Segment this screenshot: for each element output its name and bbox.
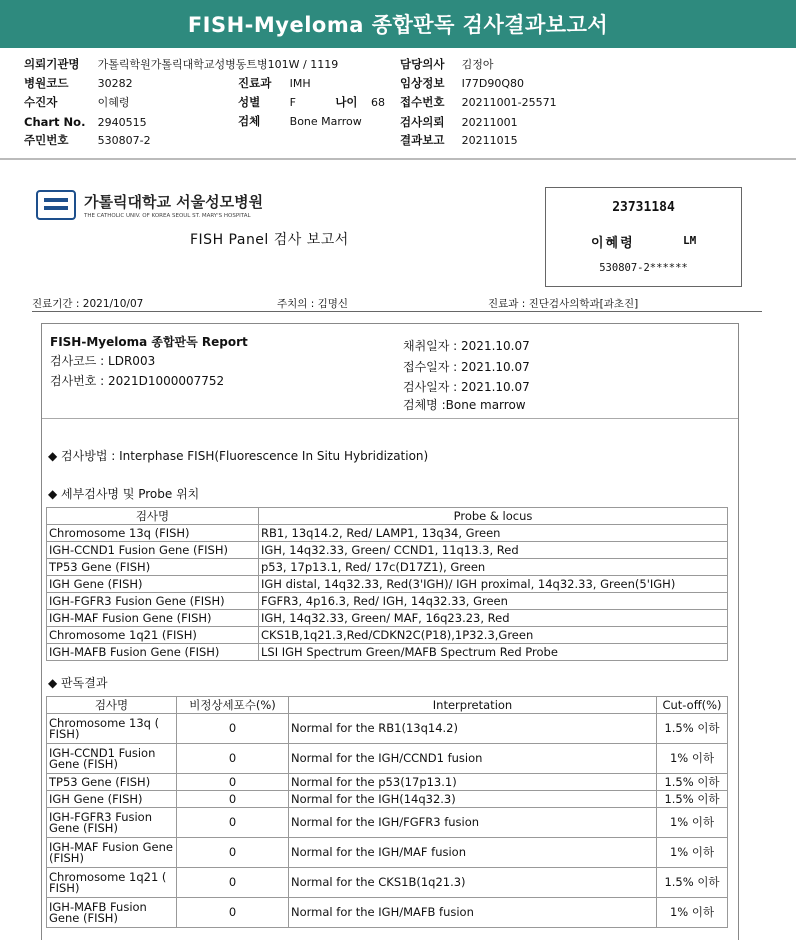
test-name-cell: IGH-MAF Fusion Gene (FISH): [47, 838, 177, 868]
test-name-cell: Chromosome 13q (FISH): [47, 525, 259, 542]
chart-value: 2940515: [97, 116, 147, 129]
probe-cell: CKS1B,1q21.3,Red/CDKN2C(P18),1P32.3,Green: [259, 627, 728, 644]
interpretation-cell: Normal for the CKS1B(1q21.3): [289, 868, 657, 898]
result-section-title: ◆ 판독결과: [48, 676, 108, 690]
column-header: 검사명: [47, 697, 177, 714]
test-name-cell: IGH-CCND1 Fusion Gene (FISH): [47, 744, 177, 774]
specimen-value: Bone Marrow: [289, 115, 362, 128]
exam-date: 검사일자 : 2021.10.07: [403, 380, 530, 394]
probe-cell: IGH, 14q32.33, Green/ MAF, 16q23.23, Red: [259, 610, 728, 627]
cutoff-cell: 1% 이하: [657, 744, 728, 774]
org-label: 의뢰기관명: [24, 57, 80, 71]
abnormal-percent-cell: 0: [177, 898, 289, 928]
hospital-header: [36, 190, 263, 220]
attending-physician: 주치의 : 김명신: [277, 298, 349, 310]
doctor-value: 김정아: [461, 58, 494, 71]
table-row: [47, 868, 728, 898]
probe-table-header: [47, 508, 728, 525]
test-name-cell: Chromosome 1q21 (FISH): [47, 627, 259, 644]
probe-cell: IGH, 14q32.33, Green/ CCND1, 11q13.3, Red: [259, 542, 728, 559]
chart-row: [24, 113, 147, 131]
interpretation-cell: Normal for the IGH(14q32.3): [289, 791, 657, 808]
chart-label: Chart No.: [24, 115, 86, 129]
table-row: [47, 898, 728, 928]
probe-cell: RB1, 13q14.2, Red/ LAMP1, 13q34, Green: [259, 525, 728, 542]
code-label: 병원코드: [24, 76, 69, 90]
sex-label: 성별: [238, 95, 261, 109]
test-name-cell: IGH Gene (FISH): [47, 576, 259, 593]
abnormal-percent-cell: 0: [177, 714, 289, 744]
receipt-label: 접수번호: [400, 95, 445, 109]
column-header: 비정상세포수(%): [177, 697, 289, 714]
interpretation-cell: Normal for the p53(17p13.1): [289, 774, 657, 791]
table-row: [47, 593, 728, 610]
visit-department: 진료과 : 진단검사의학과[과초진]: [488, 298, 639, 310]
receiver-label: 수진자: [24, 95, 58, 109]
column-header: Cut-off(%): [657, 697, 728, 714]
abnormal-percent-cell: 0: [177, 838, 289, 868]
age-value: 68: [370, 96, 385, 109]
request-info: [0, 55, 796, 161]
receipt-row: [400, 93, 557, 111]
test-name-cell: IGH-MAFB Fusion Gene (FISH): [47, 644, 259, 661]
age-label: 나이: [335, 95, 358, 109]
hospital-logo-icon: [36, 190, 76, 220]
request-value: 20211001: [461, 116, 518, 129]
abnormal-percent-cell: 0: [177, 744, 289, 774]
rrn-row: [24, 131, 151, 149]
receipt-value: 20211001-25571: [461, 96, 557, 109]
table-row: [47, 774, 728, 791]
cutoff-cell: 1% 이하: [657, 898, 728, 928]
cutoff-cell: 1.5% 이하: [657, 791, 728, 808]
test-name-cell: Chromosome 13q ( FISH): [47, 714, 177, 744]
dept-label: 진료과: [238, 76, 272, 90]
probe-section-title: ◆ 세부검사명 및 Probe 위치: [48, 487, 200, 501]
column-header: Interpretation: [289, 697, 657, 714]
request-row: [400, 113, 518, 131]
test-name-cell: IGH-MAF Fusion Gene (FISH): [47, 610, 259, 627]
doctor-row: [400, 55, 494, 73]
cutoff-cell: 1.5% 이하: [657, 868, 728, 898]
abnormal-percent-cell: 0: [177, 868, 289, 898]
cutoff-cell: 1.5% 이하: [657, 774, 728, 791]
abnormal-percent-cell: 0: [177, 808, 289, 838]
visit-info-bar: [32, 296, 762, 312]
table-row: [47, 576, 728, 593]
table-row: [47, 744, 728, 774]
request-label: 검사의뢰: [400, 115, 445, 129]
panel-title: FISH Panel 검사 보고서: [190, 232, 349, 248]
code-row: [24, 74, 133, 92]
rrn-label: 주민번호: [24, 133, 69, 147]
test-number: 검사번호 : 2021D1000007752: [50, 374, 225, 388]
report-heading: FISH-Myeloma 종합판독 Report: [50, 335, 248, 349]
test-name-cell: IGH Gene (FISH): [47, 791, 177, 808]
table-row: [47, 525, 728, 542]
table-row: [47, 627, 728, 644]
probe-table: [46, 507, 728, 661]
receiver-row: [24, 93, 130, 111]
test-name-cell: TP53 Gene (FISH): [47, 774, 177, 791]
interpretation-cell: Normal for the IGH/MAF fusion: [289, 838, 657, 868]
sex-row: [238, 93, 385, 111]
receiver-value: 이혜령: [97, 96, 130, 109]
probe-cell: FGFR3, 4p16.3, Red/ IGH, 14q32.33, Green: [259, 593, 728, 610]
test-name-cell: IGH-FGFR3 Fusion Gene (FISH): [47, 808, 177, 838]
abnormal-percent-cell: 0: [177, 791, 289, 808]
table-row: [47, 808, 728, 838]
patient-rrn: 530807-2******: [599, 262, 688, 274]
interpretation-cell: Normal for the RB1(13q14.2): [289, 714, 657, 744]
table-row: [47, 559, 728, 576]
report-date-row: [400, 131, 518, 149]
method-line: ◆ 검사방법 : Interphase FISH(Fluorescence In Situ Hybridization): [48, 449, 429, 463]
patient-name: 이혜령: [591, 236, 635, 251]
sex-value: F: [289, 96, 296, 109]
result-table: [46, 696, 728, 928]
table-row: [47, 791, 728, 808]
section-divider: [0, 158, 796, 160]
specimen-name: 검체명 :Bone marrow: [403, 398, 526, 412]
code-value: 30282: [97, 77, 133, 90]
probe-cell: p53, 17p13.1, Red/ 17c(D17Z1), Green: [259, 559, 728, 576]
cutoff-cell: 1.5% 이하: [657, 714, 728, 744]
interpretation-cell: Normal for the IGH/MAFB fusion: [289, 898, 657, 928]
report-title-bar: [0, 0, 796, 48]
receive-date: 접수일자 : 2021.10.07: [403, 360, 530, 374]
report-date-value: 20211015: [461, 134, 518, 147]
visit-period: 진료기간 : 2021/10/07: [32, 298, 144, 310]
cutoff-cell: 1% 이하: [657, 808, 728, 838]
patient-flag: LM: [683, 234, 697, 247]
test-name-cell: IGH-CCND1 Fusion Gene (FISH): [47, 542, 259, 559]
probe-cell: LSI IGH Spectrum Green/MAFB Spectrum Red Probe: [259, 644, 728, 661]
patient-id-box: [545, 187, 742, 287]
report-title: FISH-Myeloma 종합판독 검사결과보고서: [187, 13, 609, 37]
report-date-label: 결과보고: [400, 133, 445, 147]
interpretation-cell: Normal for the IGH/CCND1 fusion: [289, 744, 657, 774]
specimen-label: 검체: [238, 114, 261, 128]
clinical-label: 임상정보: [400, 76, 445, 90]
hospital-name: 가톨릭대학교 서울성모병원: [84, 193, 264, 211]
clinical-row: [400, 74, 524, 92]
report-body: [41, 323, 739, 940]
specimen-row: [238, 112, 362, 130]
org-value: 가톨릭학원가톨릭대학교성병동트병101W / 1119: [97, 58, 339, 71]
table-row: [47, 644, 728, 661]
collect-date: 채취일자 : 2021.10.07: [403, 339, 530, 353]
result-table-header: [47, 697, 728, 714]
org-row: [24, 55, 338, 73]
test-code: 검사코드 : LDR003: [50, 354, 156, 368]
hospital-subtitle: THE CATHOLIC UNIV. OF KOREA SEOUL ST. MARY'S HOSPITAL: [84, 213, 251, 219]
abnormal-percent-cell: 0: [177, 774, 289, 791]
column-header: 검사명: [47, 508, 259, 525]
dept-row: [238, 74, 311, 92]
test-name-cell: IGH-FGFR3 Fusion Gene (FISH): [47, 593, 259, 610]
patient-number: 23731184: [612, 200, 675, 215]
rrn-value: 530807-2: [97, 134, 151, 147]
table-row: [47, 542, 728, 559]
doctor-label: 담당의사: [400, 57, 445, 71]
dept-value: IMH: [289, 77, 311, 90]
test-name-cell: IGH-MAFB Fusion Gene (FISH): [47, 898, 177, 928]
table-row: [47, 610, 728, 627]
table-row: [47, 714, 728, 744]
probe-cell: IGH distal, 14q32.33, Red(3'IGH)/ IGH proximal, 14q32.33, Green(5'IGH): [259, 576, 728, 593]
table-row: [47, 838, 728, 868]
report-header: [42, 324, 738, 419]
interpretation-cell: Normal for the IGH/FGFR3 fusion: [289, 808, 657, 838]
test-name-cell: TP53 Gene (FISH): [47, 559, 259, 576]
column-header: Probe & locus: [259, 508, 728, 525]
clinical-value: I77D90Q80: [461, 77, 525, 90]
test-name-cell: Chromosome 1q21 ( FISH): [47, 868, 177, 898]
cutoff-cell: 1% 이하: [657, 838, 728, 868]
